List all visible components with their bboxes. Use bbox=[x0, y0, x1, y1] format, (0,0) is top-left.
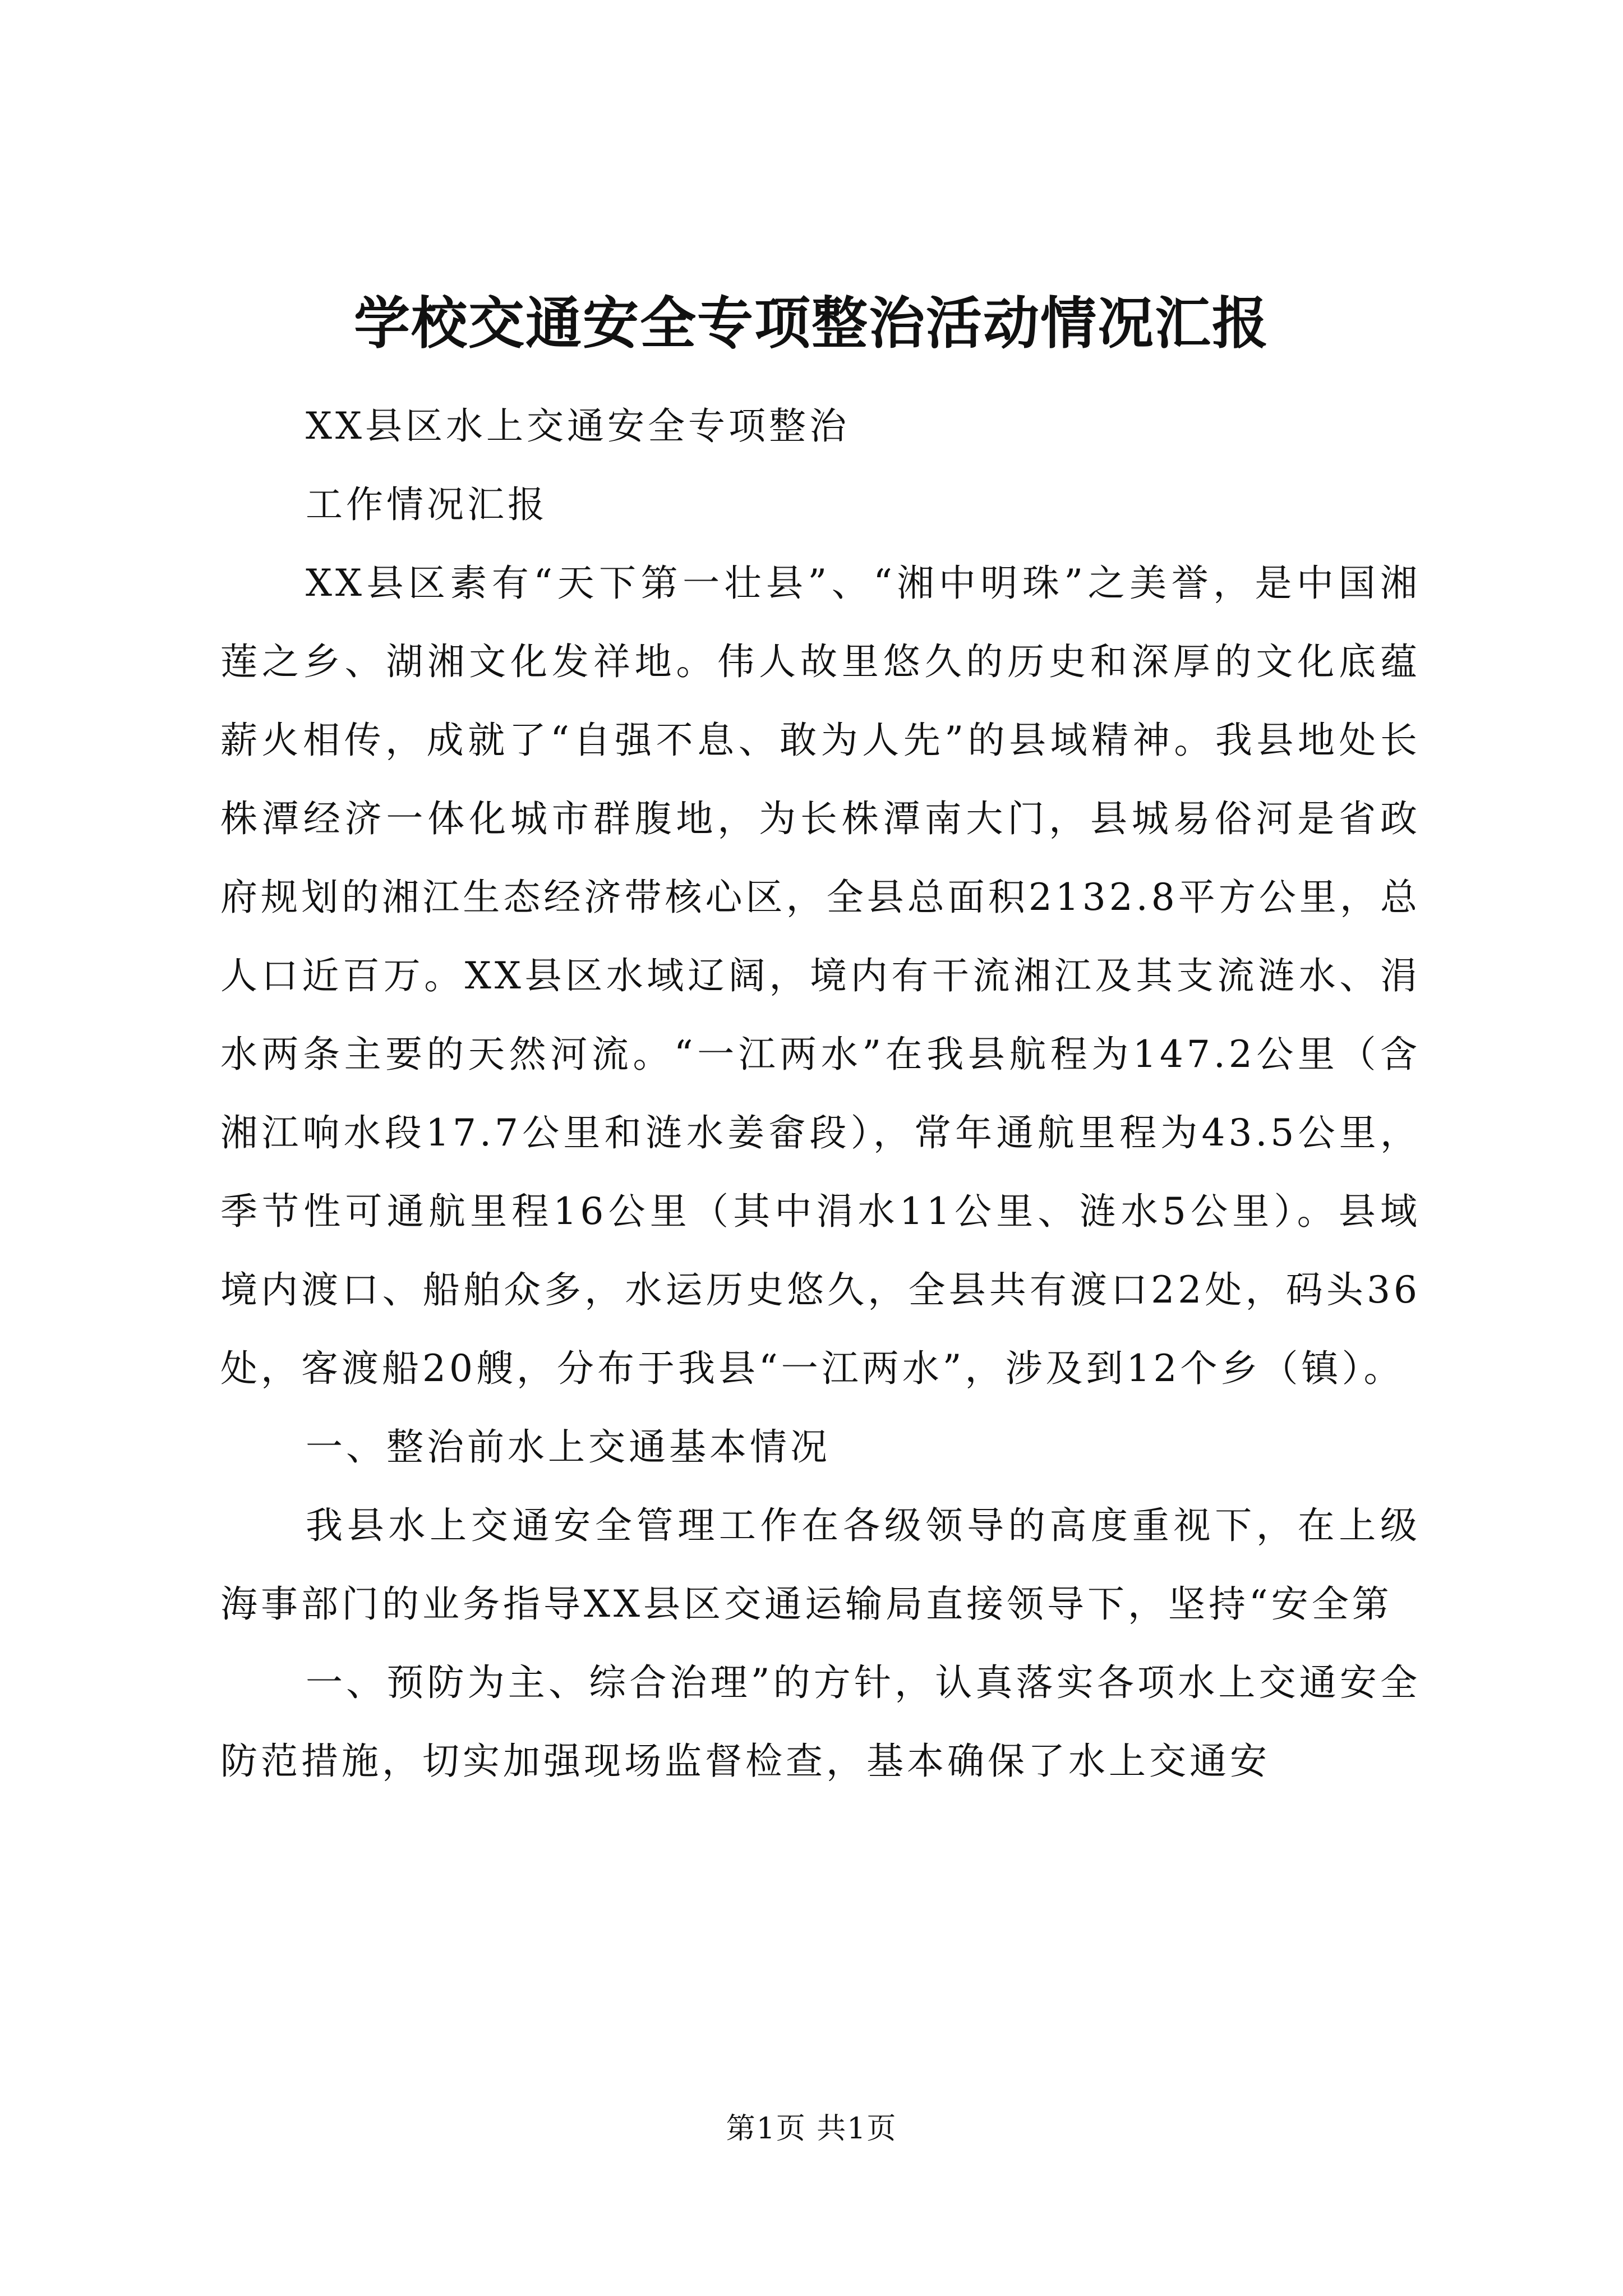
paragraph-intro: XX县区素有“天下第一壮县”、“湘中明珠”之美誉，是中国湘莲之乡、湖湘文化发祥地。伟人故里悠久的历史和深厚的文化底蕴薪火相传，成就了“自强不息、敢为人先”的县域精神。我县地处长株潭经济一体化城市群腹地，为长株潭南大门，县城易俗河是省政府规划的湘江生态经济带核心区，全县总面积2132.8平方公里，总人口近百万。XX县区水域辽阔，境内有干流湘江及其支流涟水、涓水两条主要的天然河流。“一江两水”在我县航程为147.2公里（含湘江响水段17.7公里和涟水姜畲段），常年通航里程为43.5公里，季节性可通航里程16公里（其中涓水11公里、涟水5公里）。县域境内渡口、船舶众多，水运历史悠久，全县共有渡口22处，码头36处，客渡船20艘，分布于我县“一江两水”，涉及到12个乡（镇）。 bbox=[220, 562, 1421, 1390]
subtitle-line-1: XX县区水上交通安全专项整治 bbox=[306, 404, 850, 448]
subtitle-line-2: 工作情况汇报 bbox=[306, 483, 548, 526]
paragraph-section-1: 我县水上交通安全管理工作在各级领导的高度重视下，在上级海事部门的业务指导XX县区交通运输局直接领导下，坚持“安全第 bbox=[220, 1504, 1421, 1626]
section-heading-1: 一、整治前水上交通基本情况 bbox=[306, 1425, 831, 1469]
page-footer: 第1页 共1页 bbox=[726, 2112, 897, 2146]
paragraph-section-1-continued: 一、预防为主、综合治理”的方针，认真落实各项水上交通安全防范措施，切实加强现场监督检查，基本确保了水上交通安 bbox=[220, 1661, 1421, 1783]
document-body bbox=[220, 387, 1421, 1801]
document-title: 学校交通安全专项整治活动情况汇报 bbox=[354, 290, 1269, 356]
